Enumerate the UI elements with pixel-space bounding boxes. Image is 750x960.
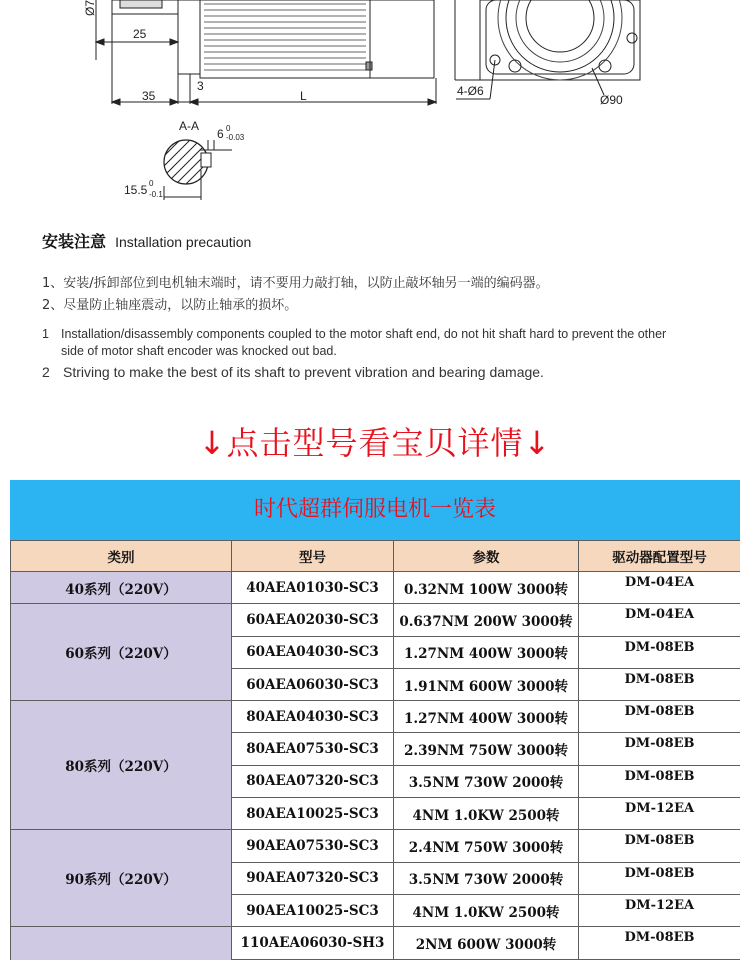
dim-key6-tol-top: 0 xyxy=(226,124,231,133)
precaution-en-item-1-line-1: Installation/disassembly components coupled to the motor shaft end, do not hit shaft hard to prevent the other xyxy=(61,327,667,341)
param-cell: 2.39NM 750W 3000转 xyxy=(394,733,579,765)
table-row xyxy=(11,572,741,604)
dim-3: 3 xyxy=(197,79,204,93)
mount-hole xyxy=(627,33,637,43)
param-cell: 1.27NM 400W 3000转 xyxy=(394,636,579,668)
category-110 xyxy=(11,927,232,960)
dim-key6-tol-bottom: -0.03 xyxy=(226,133,245,142)
end-view-flange xyxy=(480,0,640,80)
header-params: 参数 xyxy=(394,541,579,572)
model-link[interactable]: 60AEA02030-SC3 xyxy=(232,604,394,636)
driver-cell: DM-08EB xyxy=(579,927,741,959)
dim-holes: 4-Ø6 xyxy=(457,84,484,98)
dim-35: 35 xyxy=(142,89,156,103)
dim-15-5-tol-bottom: -0.1 xyxy=(149,190,163,199)
flange-outline xyxy=(178,0,200,74)
header-driver: 驱动器配置型号 xyxy=(579,541,741,572)
table-row xyxy=(11,604,741,636)
table-title: 时代超群伺服电机一览表 xyxy=(10,480,740,540)
param-cell: 3.5NM 730W 2000转 xyxy=(394,765,579,797)
driver-cell: DM-12EA xyxy=(579,798,741,830)
category-90: 90系列（220V） xyxy=(11,830,232,927)
precaution-title-en: Installation precaution xyxy=(115,234,252,250)
dim-25: 25 xyxy=(133,27,147,41)
model-link[interactable]: 60AEA04030-SC3 xyxy=(232,636,394,668)
precaution-en-item-2: Striving to make the best of its shaft to prevent vibration and bearing damage. xyxy=(63,364,544,380)
param-cell: 0.32NM 100W 3000转 xyxy=(394,572,579,604)
driver-cell: DM-08EB xyxy=(579,636,741,668)
precaution-zh-item-1: 1、安装/拆卸部位到电机轴末端时，请不要用力敲打轴，以防止敲坏轴另一端的编码器。 xyxy=(42,276,549,291)
precaution-zh-item-2: 2、尽量防止轴座震动，以防止轴承的损坏。 xyxy=(42,298,298,313)
model-link[interactable]: 80AEA07320-SC3 xyxy=(232,765,394,797)
motor-body-outline xyxy=(200,0,370,78)
table-row xyxy=(11,830,741,862)
dim-15-5: 15.5 xyxy=(124,183,148,197)
model-link[interactable]: 40AEA01030-SC3 xyxy=(232,572,394,604)
category-80: 80系列（220V） xyxy=(11,701,232,830)
param-cell: 0.637NM 200W 3000转 xyxy=(394,604,579,636)
table-row xyxy=(11,927,741,959)
precaution-en-num-2: 2 xyxy=(42,364,50,380)
param-cell: 4NM 1.0KW 2500转 xyxy=(394,894,579,926)
precaution-en-item-1-line-2: side of motor shaft encoder was knocked out bad. xyxy=(61,344,337,358)
param-cell: 2NM 600W 3000转 xyxy=(394,927,579,959)
table-header-row xyxy=(11,541,741,572)
header-model: 型号 xyxy=(232,541,394,572)
model-link[interactable]: 90AEA10025-SC3 xyxy=(232,894,394,926)
driver-cell: DM-08EB xyxy=(579,701,741,733)
section-label: A-A xyxy=(179,119,200,133)
driver-cell: DM-08EB xyxy=(579,668,741,700)
model-link[interactable]: 80AEA07530-SC3 xyxy=(232,733,394,765)
cooling-fins xyxy=(204,4,366,70)
param-cell: 3.5NM 730W 2000转 xyxy=(394,862,579,894)
dim-dia7: Ø7 xyxy=(83,0,97,16)
model-link[interactable]: 80AEA10025-SC3 xyxy=(232,798,394,830)
rear-cap-outline xyxy=(370,0,434,78)
precaution-heading xyxy=(42,229,251,252)
driver-cell: DM-08EB xyxy=(579,862,741,894)
driver-cell: DM-04EA xyxy=(579,604,741,636)
model-link[interactable]: 90AEA07530-SC3 xyxy=(232,830,394,862)
driver-cell: DM-04EA xyxy=(579,572,741,604)
model-link[interactable]: 60AEA06030-SC3 xyxy=(232,668,394,700)
model-link[interactable]: 90AEA07320-SC3 xyxy=(232,862,394,894)
dim-15-5-tol-top: 0 xyxy=(149,179,154,188)
precaution-title-zh: 安装注意 xyxy=(42,232,107,251)
servo-motor-table xyxy=(10,480,740,960)
param-cell: 1.91NM 600W 3000转 xyxy=(394,668,579,700)
driver-cell: DM-08EB xyxy=(579,733,741,765)
table-row xyxy=(11,701,741,733)
motor-dimension-drawing xyxy=(0,0,750,215)
model-link[interactable]: 110AEA06030-SH3 xyxy=(232,927,394,959)
param-cell: 2.4NM 750W 3000转 xyxy=(394,830,579,862)
dim-L: L xyxy=(300,89,307,103)
dim-dia90: Ø90 xyxy=(600,93,623,107)
category-40: 40系列（220V） xyxy=(11,572,232,604)
category-60: 60系列（220V） xyxy=(11,604,232,701)
param-cell: 4NM 1.0KW 2500转 xyxy=(394,798,579,830)
driver-cell: DM-08EB xyxy=(579,765,741,797)
driver-cell: DM-08EB xyxy=(579,830,741,862)
header-category: 类别 xyxy=(11,541,232,572)
param-cell: 1.27NM 400W 3000转 xyxy=(394,701,579,733)
driver-cell: DM-12EA xyxy=(579,894,741,926)
model-list-table xyxy=(10,540,740,960)
click-model-banner: ↓点击型号看宝贝详情↓ xyxy=(198,424,552,462)
dim-key6: 6 xyxy=(217,127,224,141)
precaution-en-num-1: 1 xyxy=(42,327,49,341)
model-link[interactable]: 80AEA04030-SC3 xyxy=(232,701,394,733)
